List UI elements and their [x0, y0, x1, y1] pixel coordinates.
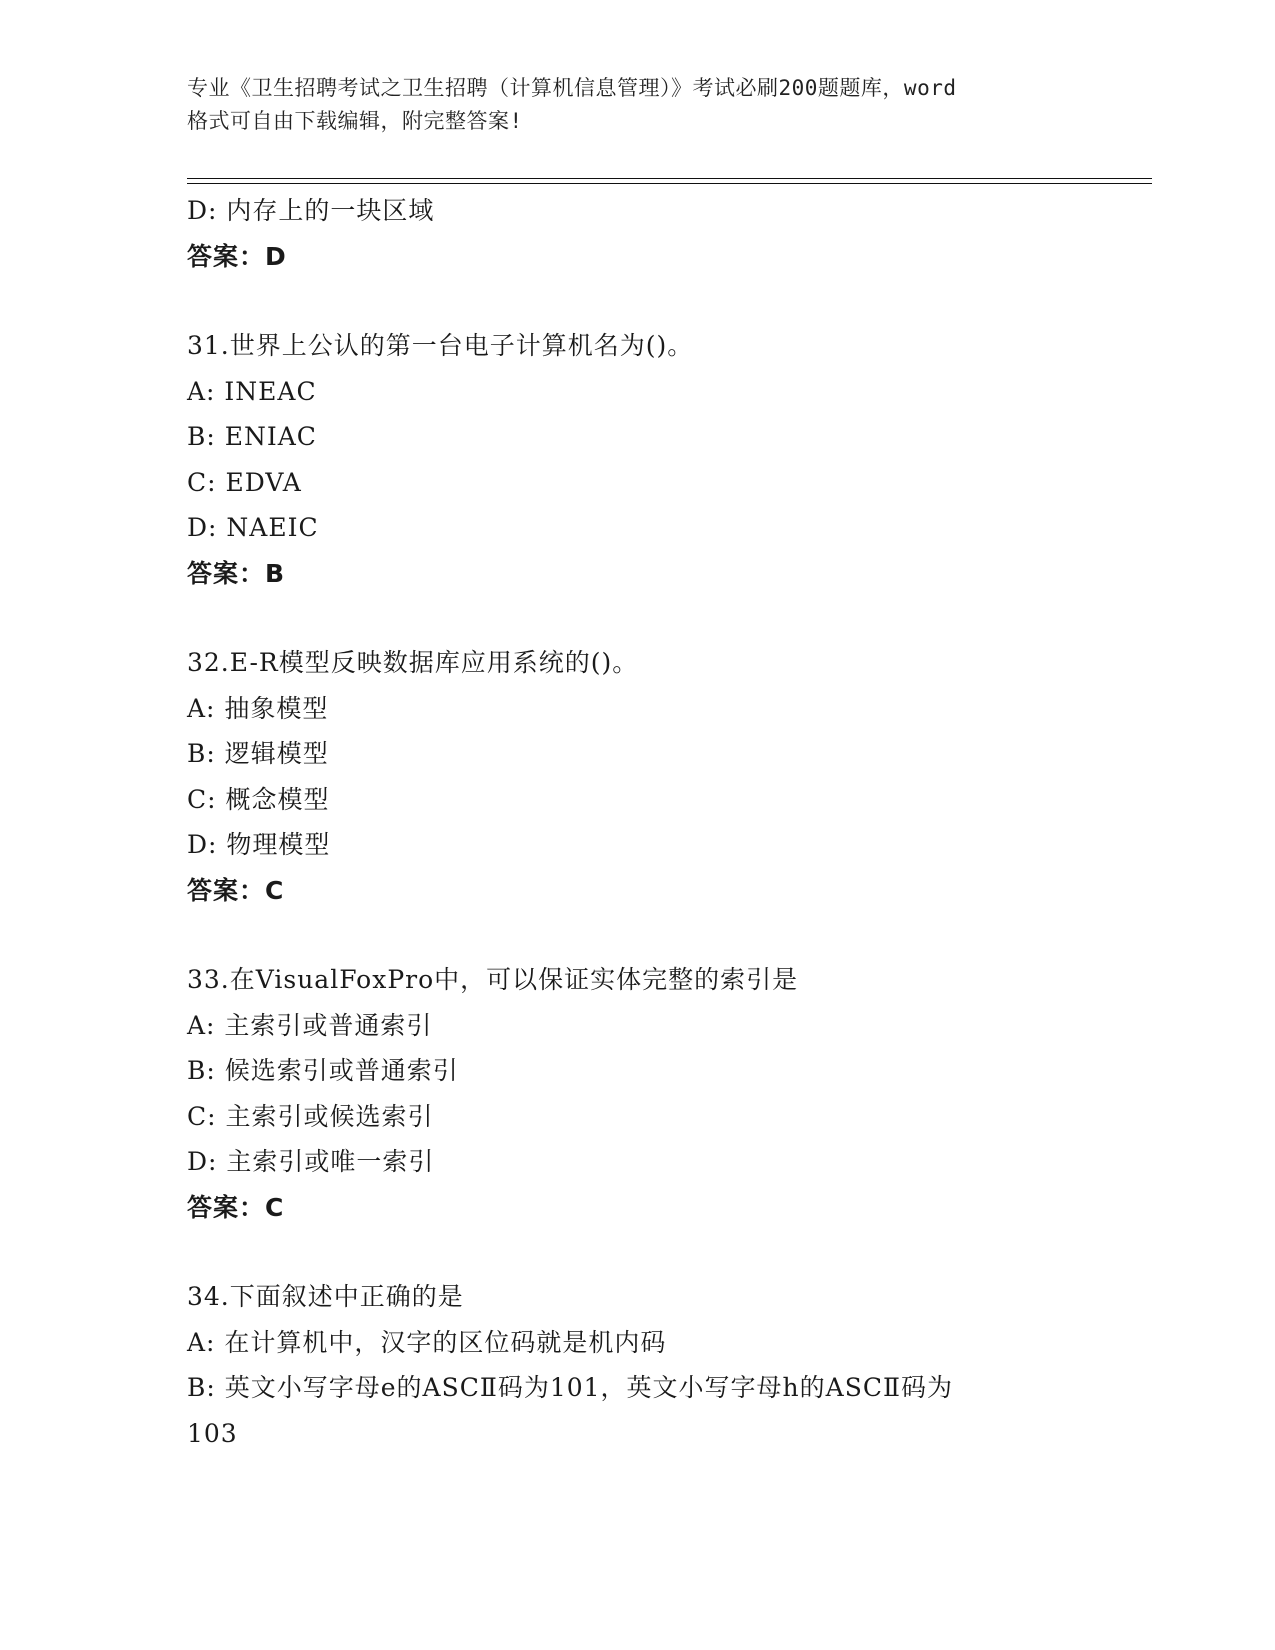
- question-stem: 32.E-R模型反映数据库应用系统的()。: [187, 648, 639, 677]
- option-b: B: 英文小写字母e的ASCⅡ码为101，英文小写字母h的ASCⅡ码为: [187, 1373, 953, 1402]
- page-header: [187, 72, 1087, 138]
- option-d: D: 物理模型: [187, 830, 331, 859]
- question-stem: 31.世界上公认的第一台电子计算机名为()。: [187, 331, 694, 360]
- option-a: A: INEAC: [187, 376, 317, 406]
- option-b: B: 逻辑模型: [187, 739, 329, 768]
- option-c: C: 概念模型: [187, 784, 330, 814]
- answer-line: 答案：B: [187, 558, 286, 588]
- previous-question-tail: [187, 188, 1152, 279]
- question-stem: 33.在VisualFoxPro中，可以保证实体完整的索引是: [187, 965, 799, 994]
- option-c: C: EDVA: [187, 467, 302, 497]
- option-a: A: 抽象模型: [187, 693, 329, 723]
- document-body: [187, 188, 1152, 1456]
- option-a: A: 在计算机中，汉字的区位码就是机内码: [187, 1327, 667, 1357]
- header-line-2: 格式可自由下载编辑，附完整答案!: [187, 109, 523, 133]
- option-b: B: ENIAC: [187, 422, 317, 451]
- option-a: A: 主索引或普通索引: [187, 1010, 433, 1040]
- question-31: [187, 323, 1152, 596]
- option-d: D: 主索引或唯一索引: [187, 1147, 435, 1176]
- header-line-1: 专业《卫生招聘考试之卫生招聘（计算机信息管理）》考试必刷200题题库，word: [187, 76, 957, 100]
- answer-line: 答案：C: [187, 875, 285, 905]
- option-b-continuation: 103: [187, 1418, 238, 1448]
- option-b: B: 候选索引或普通索引: [187, 1056, 459, 1085]
- answer-line: 答案：C: [187, 1192, 285, 1222]
- question-32: [187, 640, 1152, 913]
- header-divider-bottom: [187, 183, 1152, 184]
- answer-line: 答案：D: [187, 241, 287, 271]
- question-stem: 34.下面叙述中正确的是: [187, 1282, 464, 1311]
- option-c: C: 主索引或候选索引: [187, 1101, 434, 1131]
- option-d: D: 内存上的一块区域: [187, 196, 435, 225]
- question-34: [187, 1274, 1152, 1456]
- question-33: [187, 957, 1152, 1230]
- option-d: D: NAEIC: [187, 513, 319, 542]
- header-divider-top: [187, 178, 1152, 179]
